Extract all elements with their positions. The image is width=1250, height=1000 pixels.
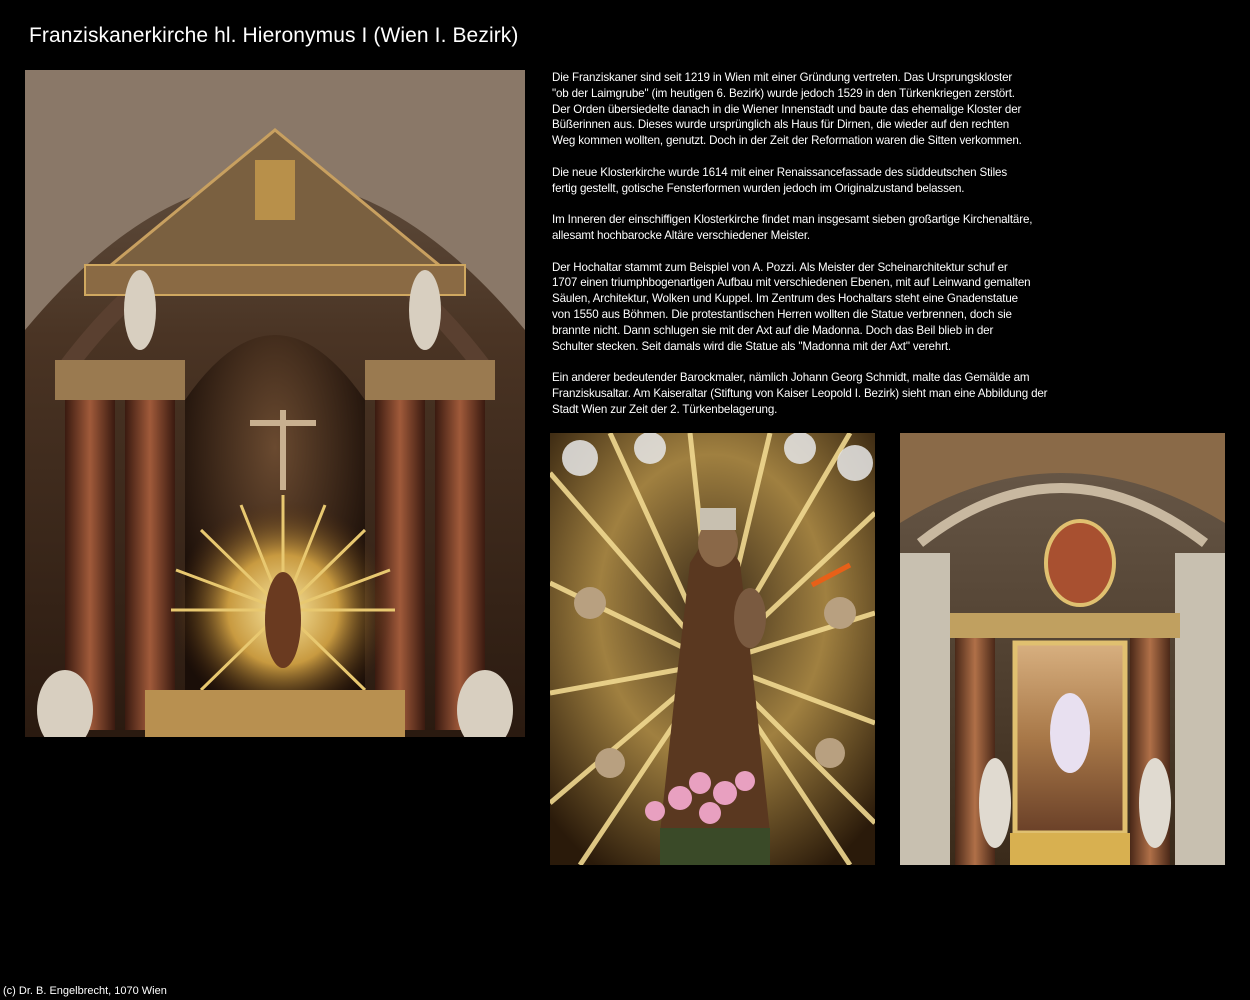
footer-copyright: (c) Dr. B. Engelbrecht, 1070 Wien xyxy=(3,985,167,997)
text-line: Franziskusaltar. Am Kaiseraltar (Stiftung von Kaiser Leopold I. Bezirk) sieht man eine Abbildung der xyxy=(552,386,1048,400)
text-line: Ein anderer bedeutender Barockmaler, nämlich Johann Georg Schmidt, malte das Gemälde am xyxy=(552,371,1030,385)
text-line: 1707 einen triumphbogenartigen Aufbau mit verschiedenen Ebenen, mit auf Leinwand gemalten xyxy=(552,276,1031,290)
text-line: Die Franziskaner sind seit 1219 in Wien mit einer Gründung vertreten. Das Ursprungskloster xyxy=(552,71,1013,84)
paragraph-high-altar xyxy=(552,260,1092,355)
madonna-statue-image xyxy=(550,433,875,865)
text-line: brannte nicht. Dann schlugen sie mit der Axt auf die Madonna. Doch das Beil blieb in der xyxy=(552,323,994,337)
side-altar-image xyxy=(900,433,1225,865)
photo-side-altar[interactable] xyxy=(900,433,1225,865)
photo-madonna-statue[interactable] xyxy=(550,433,875,865)
text-line: allesamt hochbarocke Altäre verschiedener Meister. xyxy=(552,228,811,242)
description-text xyxy=(552,70,1092,433)
paragraph-history xyxy=(552,70,1092,149)
text-line: von 1550 aus Böhmen. Die protestantischen Herren wollten die Statue verbrennen, doch sie xyxy=(552,307,1012,321)
text-line: Die neue Klosterkirche wurde 1614 mit einer Renaissancefassade des süddeutschen Stiles xyxy=(552,165,1007,179)
photo-high-altar[interactable] xyxy=(25,70,525,737)
paragraph-altars xyxy=(552,212,1092,244)
text-line: Stadt Wien zur Zeit der 2. Türkenbelagerung. xyxy=(552,402,778,416)
text-line: fertig gestellt, gotische Fensterformen wurden jedoch im Originalzustand belassen. xyxy=(552,181,965,195)
text-line: Im Inneren der einschiffigen Klosterkirche findet man insgesamt sieben großartige Kirchenaltäre, xyxy=(552,213,1033,227)
high-altar-image xyxy=(25,70,525,737)
text-line: Büßerinnen aus. Dieses wurde ursprünglich als Haus für Dirnen, die wieder auf den rechten xyxy=(552,118,1010,132)
text-line: Schulter stecken. Seit damals wird die Statue als "Madonna mit der Axt" verehrt. xyxy=(552,339,951,353)
text-line: "ob der Laimgrube" (im heutigen 6. Bezirk) wurde jedoch 1529 in den Türkenkriegen zerstört. xyxy=(552,86,1015,100)
text-line: Weg kommen wollten, genutzt. Doch in der Zeit der Reformation waren die Sitten verkommen. xyxy=(552,134,1022,148)
text-line: Der Orden übersiedelte danach in die Wiener Innenstadt und baute das ehemalige Kloster der xyxy=(552,102,1022,116)
text-line: Säulen, Architektur, Wolken und Kuppel. Im Zentrum des Hochaltars steht eine Gnadenstatue xyxy=(552,292,1018,306)
page-title: Franziskanerkirche hl. Hieronymus I (Wien I. Bezirk) xyxy=(29,24,519,47)
paragraph-facade xyxy=(552,165,1092,197)
paragraph-painter xyxy=(552,370,1092,417)
text-line: Der Hochaltar stammt zum Beispiel von A. Pozzi. Als Meister der Scheinarchitektur schuf er xyxy=(552,260,1008,274)
